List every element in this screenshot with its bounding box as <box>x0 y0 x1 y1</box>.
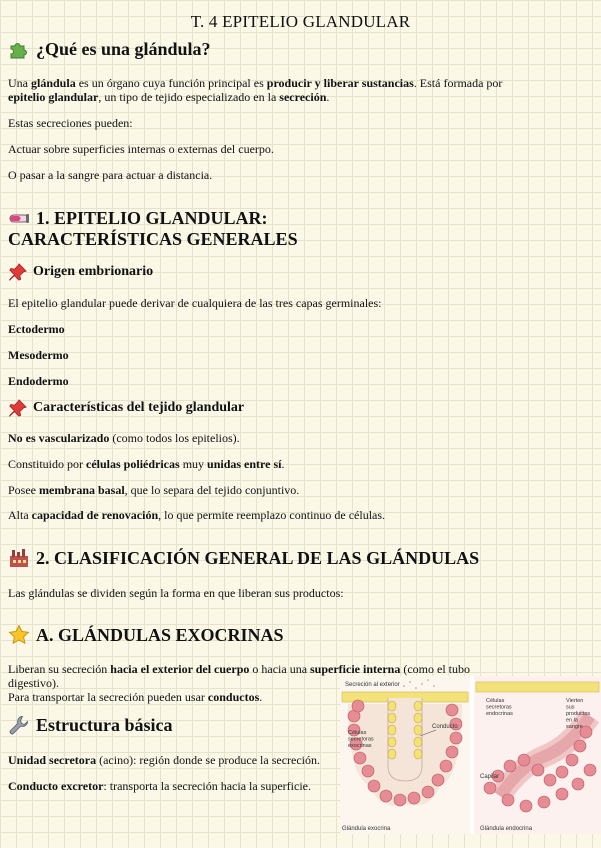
section-heading-estructura <box>8 714 173 736</box>
layer-mesodermo: Mesodermo <box>8 348 69 362</box>
paragraph-sangre: O pasar a la sangre para actuar a distancia. <box>8 168 213 182</box>
pushpin-icon <box>8 398 28 418</box>
subheading-origen <box>8 262 153 282</box>
document-title: T. 4 EPITELIO GLANDULAR <box>190 12 411 31</box>
heading-text: ¿Qué es una glándula? <box>36 38 211 59</box>
characteristic-vascular: No es vascularizado (como todos los epitelios). <box>8 431 240 445</box>
label-conducto: Conducto <box>432 724 458 730</box>
label-celulas-exocrinas: Células secretoras exocrinas <box>348 730 374 749</box>
label-capilar: Capilar <box>480 774 500 780</box>
heading-line-1: 1. EPITELIO GLANDULAR: <box>36 207 268 228</box>
subheading-caracteristicas <box>8 398 244 418</box>
subheading-text: Origen embrionario <box>33 264 154 279</box>
wrench-icon <box>8 714 30 736</box>
glands-illustration <box>340 676 601 834</box>
paragraph-capas: El epitelio glandular puede derivar de cualquiera de las tres capas germinales: <box>8 296 382 310</box>
star-icon <box>8 624 30 646</box>
layer-ectodermo: Ectodermo <box>8 322 65 336</box>
caption-glandula-exocrina: Glándula exocrina <box>342 826 391 832</box>
layer-endodermo: Endodermo <box>8 374 69 388</box>
caption-glandula-endocrina: Glándula endocrina <box>480 826 533 832</box>
test-tube-icon <box>8 207 30 229</box>
paragraph-secreciones: Estas secreciones pueden: <box>8 116 133 130</box>
characteristic-celulas: Constituido por células poliédricas muy unidas entre sí. <box>8 457 285 471</box>
label-secrecion-exterior: Secreción al exterior <box>345 682 400 688</box>
heading-text: 2. CLASIFICACIÓN GENERAL DE LAS GLÁNDULAS <box>36 547 480 568</box>
characteristic-membrana: Posee membrana basal, que lo separa del tejido conjuntivo. <box>8 483 300 497</box>
paragraph-dividen: Las glándulas se dividen según la forma en que liberan sus productos: <box>8 586 344 600</box>
paragraph-conducto-excretor: Conducto excretor: transporta la secreción hacia la superficie. <box>8 779 311 793</box>
heading-text: A. GLÁNDULAS EXOCRINAS <box>36 624 284 645</box>
label-vierten: Vierten sus productos en la sangre <box>566 698 591 730</box>
heading-line-2: CARACTERÍSTICAS GENERALES <box>8 229 298 249</box>
puzzle-icon <box>8 38 30 60</box>
paragraph-definicion: Una glándula es un órgano cuya función principal es producir y liberar sustancias. Está formada por epitelio glandular, un tipo de tejido especializado en la secreción. <box>8 76 503 104</box>
section-heading-clasificacion <box>8 547 479 569</box>
characteristic-renovacion: Alta capacidad de renovación, lo que permite reemplazo continuo de células. <box>8 508 386 522</box>
section-heading-epitelio <box>8 207 298 250</box>
pushpin-icon <box>8 262 28 282</box>
paragraph-unidad-secretora: Unidad secretora (acino): región donde se produce la secreción. <box>8 753 321 767</box>
paragraph-conductos: Para transportar la secreción pueden usar conductos. <box>8 690 263 704</box>
section-heading-que-es <box>8 38 211 60</box>
label-celulas-endocrinas: Células secretoras endocrinas <box>486 698 513 717</box>
paragraph-actuar: Actuar sobre superficies internas o externas del cuerpo. <box>8 142 274 156</box>
paragraph-liberan: Liberan su secreción hacia el exterior del cuerpo o hacia una superficie interna (como el tubo digestivo). <box>8 662 470 690</box>
subheading-text: Características del tejido glandular <box>33 400 245 415</box>
section-heading-exocrinas <box>8 624 284 646</box>
factory-icon <box>8 547 30 569</box>
heading-text: Estructura básica <box>36 714 173 735</box>
exocrine-gland-drawing <box>340 676 470 834</box>
